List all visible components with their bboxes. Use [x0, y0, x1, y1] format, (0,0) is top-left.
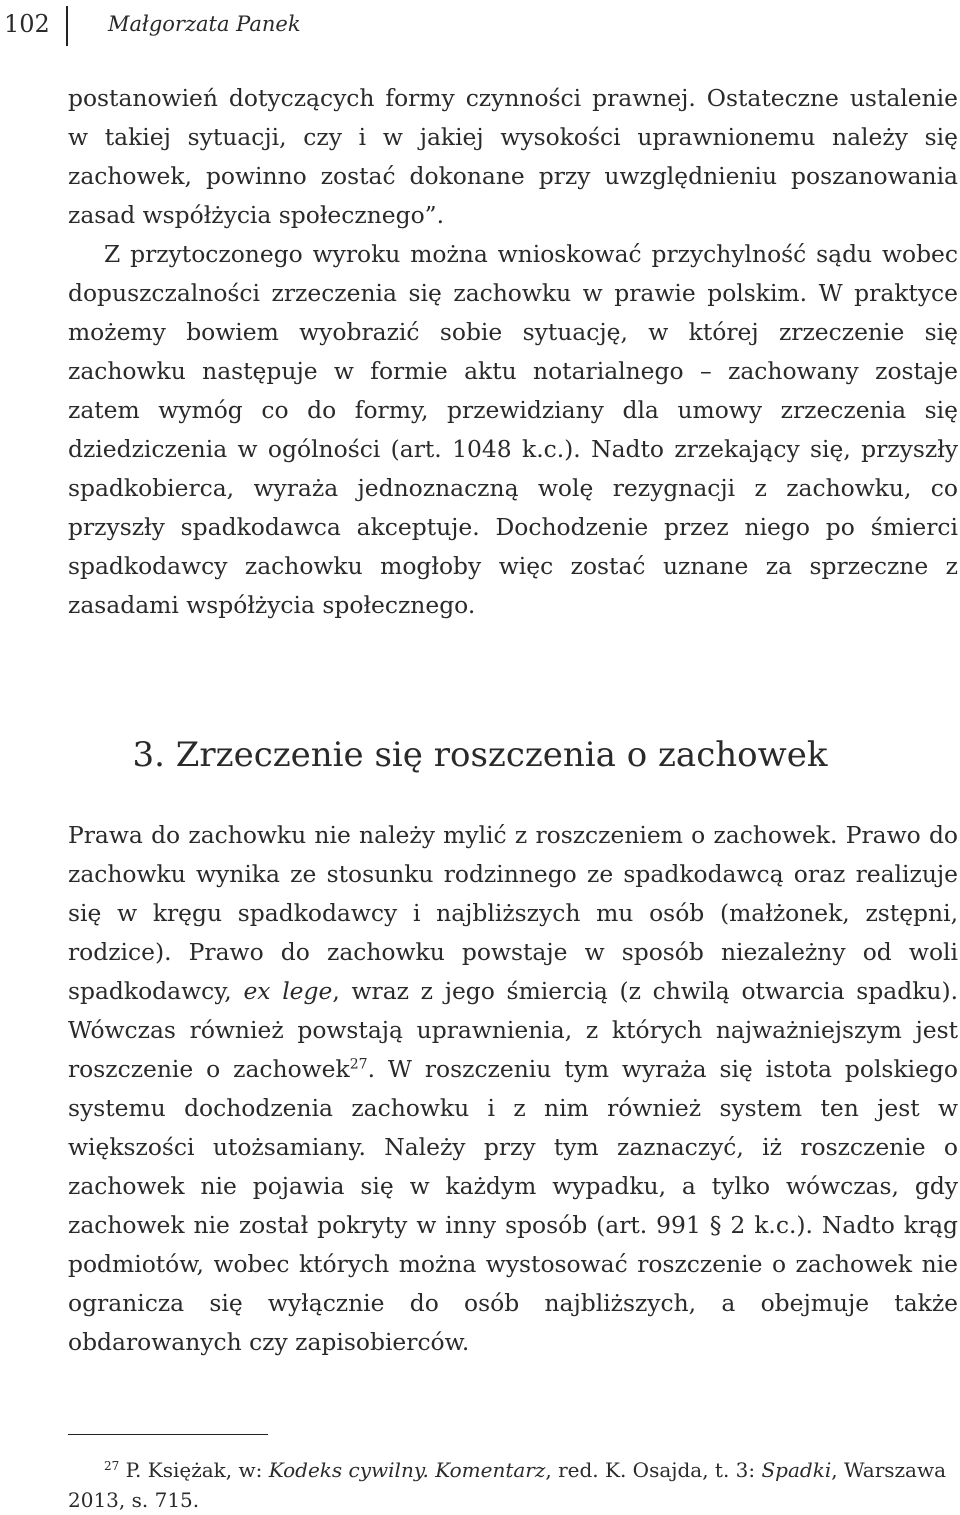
header-divider	[66, 6, 68, 46]
footnote	[68, 1455, 958, 1515]
footnote-volume-title: Spadki	[761, 1458, 832, 1482]
footnote-text: , Warszawa 2013, s. 715.	[68, 1458, 947, 1512]
section-heading: 3. Zrzeczenie się roszczenia o zachowek	[132, 735, 828, 775]
running-header	[0, 6, 960, 42]
text-block-upper	[68, 79, 958, 625]
latin-term: ex lege	[243, 977, 333, 1005]
paragraph: Z przytoczonego wyroku można wnioskować przychylność sądu wobec dopuszczalności zrzeczenia się zachowku w prawie polskim. W praktyce możemy bowiem wyobrazić sobie sytuację, w której zrzeczenie się zachowku następuje w formie aktu notarialnego – zachowany zostaje zatem wymóg co do formy, przewidziany dla umowy zrzeczenia się dziedziczenia w ogólności (art. 1048 k.c.). Nadto zrzekający się, przyszły spadkobierca, wyraża jednoznaczną wolę rezygnacji z zachowku, co przyszły spadkodawca akceptuje. Dochodzenie przez niego po śmierci spadkodawcy zachowku mogłoby więc zostać uznane za sprzeczne z zasadami współżycia społecznego.	[68, 240, 958, 619]
footnote-divider	[68, 1434, 268, 1435]
footnote-title: Kodeks cywilny. Komentarz	[268, 1458, 546, 1482]
paragraph-text: , wraz z jego śmiercią (z chwilą otwarcia spadku). Wówczas również powstają uprawnienia, z których najważniejszym jest roszczenie o zachowek	[68, 977, 959, 1083]
paragraph	[68, 816, 958, 1362]
paragraph-text: Prawa do zachowku nie należy mylić z roszczeniem o zachowek. Prawo do zachowku wynika ze stosunku rodzinnego ze spadkodawcą oraz realizuje się w kręgu spadkodawcy i najbliższych mu osób (małżonek, zstępni, rodzice). Prawo do zachowku powstaje w sposób niezależny od woli spadkodawcy,	[68, 821, 958, 1005]
footnote-text: , red. K. Osajda, t. 3:	[545, 1458, 762, 1482]
paragraph-text: . W roszczeniu tym wyraża się istota polskiego systemu dochodzenia zachowku i z nim również system ten jest w większości utożsamiany. Należy przy tym zaznaczyć, iż roszczenie o zachowek nie pojawia się w każdym wypadku, a tylko wówczas, gdy zachowek nie został pokryty w inny sposób (art. 991 § 2 k.c.). Nadto krąg podmiotów, wobec których można wystosować roszczenie o zachowek nie ogranicza się wyłącznie do osób najbliższych, a obejmuje także obdarowanych czy zapisobierców.	[68, 1055, 958, 1356]
footnote-reference[interactable]: 27	[349, 1056, 368, 1073]
footnote-number: 27	[104, 1458, 120, 1473]
page-number: 102	[4, 10, 50, 38]
running-author: Małgorzata Panek	[108, 12, 301, 36]
text-block-lower	[68, 816, 958, 1362]
paragraph-continuation: postanowień dotyczących formy czynności prawnej. Ostateczne ustalenie w takiej sytuacji, czy i w jakiej wysokości uprawnionemu należy się zachowek, powinno zostać dokonane przy uwzględnieniu poszanowania zasad współżycia społecznego”.	[68, 84, 958, 229]
footnote-text: P. Księżak, w:	[119, 1458, 269, 1482]
